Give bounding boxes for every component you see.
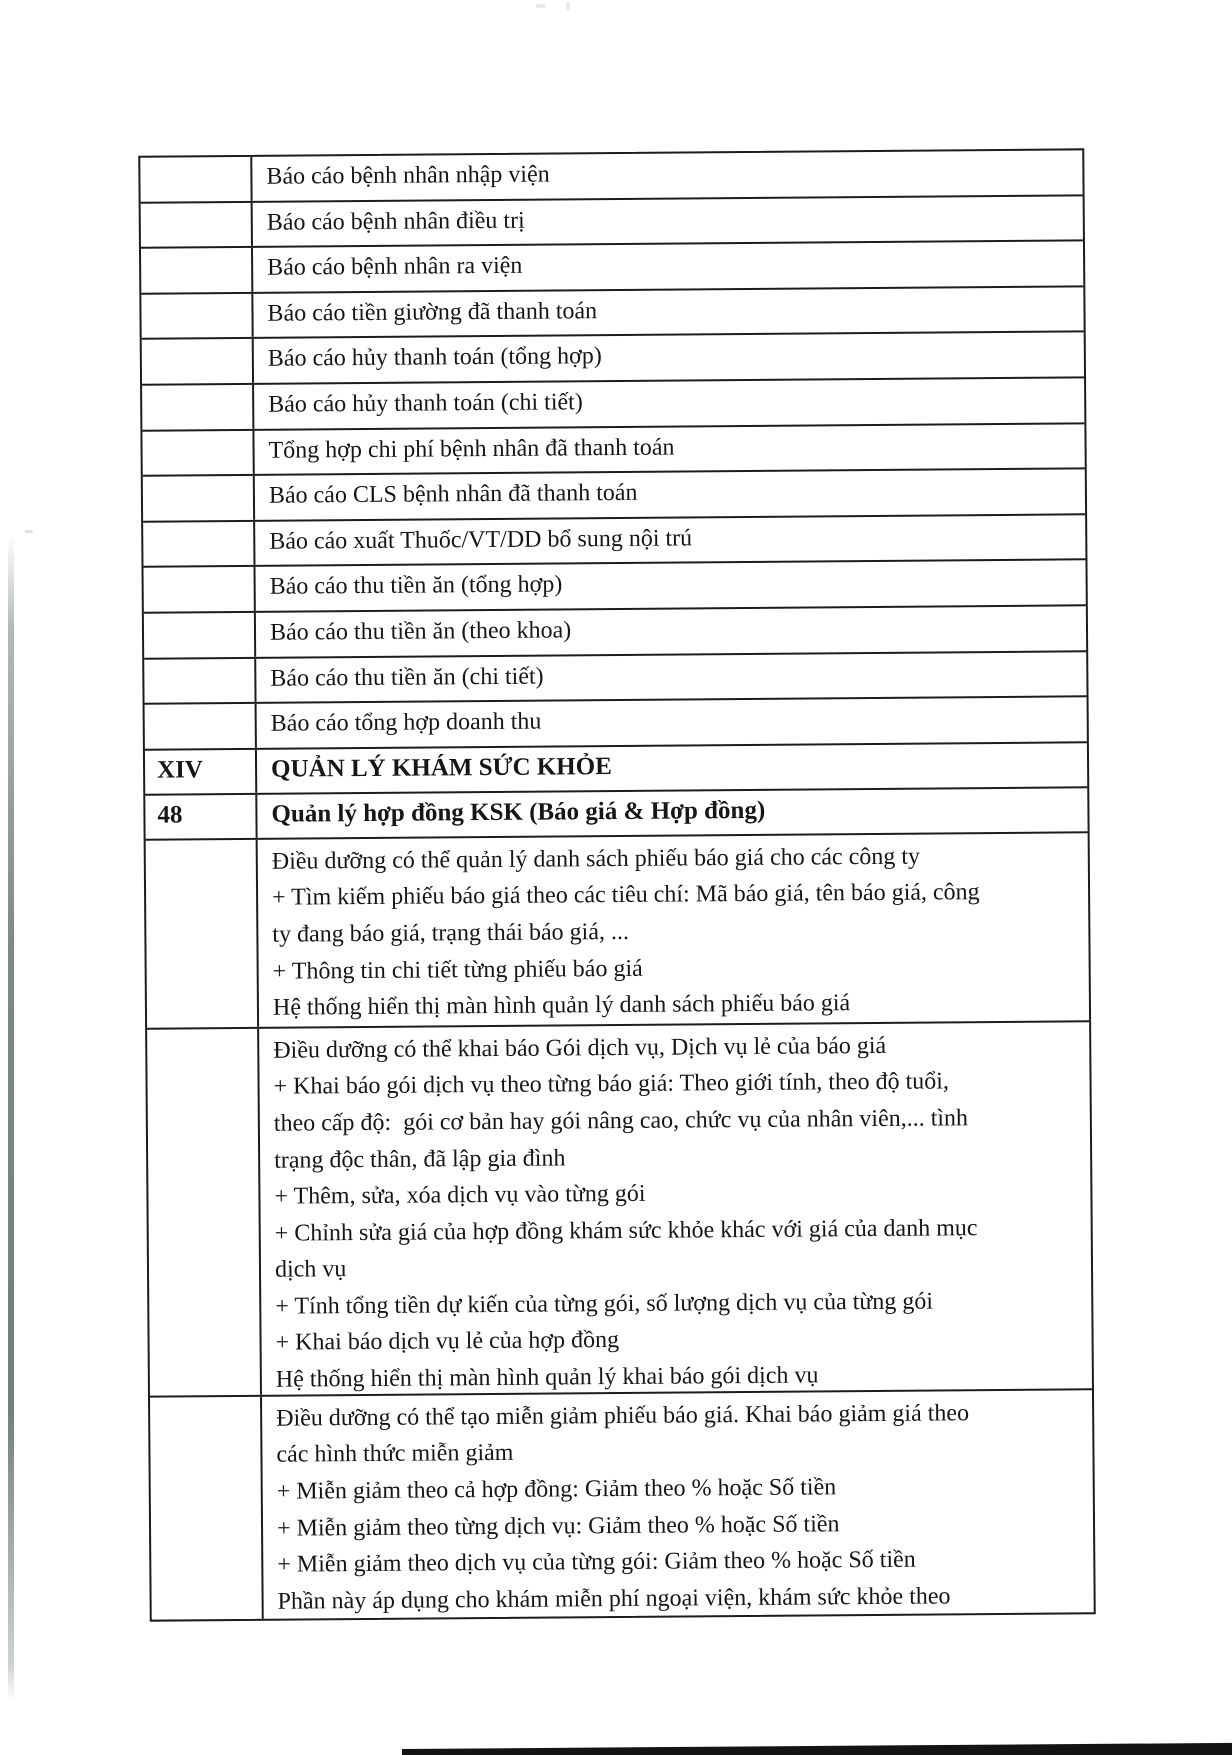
table-row <box>142 424 1084 477</box>
row-number-cell <box>147 1029 262 1396</box>
row-number-cell <box>145 704 257 748</box>
table-row <box>144 606 1086 659</box>
requirements-table <box>138 148 1095 1621</box>
report-name: Báo cáo hủy thanh toán (tổng hợp) <box>267 343 602 373</box>
row-number-cell <box>143 567 255 611</box>
table-row <box>141 242 1083 295</box>
report-name: Báo cáo bệnh nhân ra viện <box>267 252 523 281</box>
item-header-row <box>145 788 1087 840</box>
detail-text: Điều dưỡng có thể tạo miễn giảm phiếu báo giá. Khai báo giảm giá theo các hình thức miễn giảm + Miễn giảm theo cả hợp đồng: Giảm theo % hoặc Số tiền + Miễn giảm theo từng dịch vụ: Giảm theo % hoặc Số tiền + Miễn giảm theo dịch vụ của từng gói: Giảm theo % hoặc Số tiền Phần này áp dụng cho khám miễn phí ngoại viện, khám sức khỏe theo <box>276 1399 970 1615</box>
table-row <box>143 469 1085 522</box>
row-number-cell <box>142 339 254 383</box>
report-name: Báo cáo CLS bệnh nhân đã thanh toán <box>268 479 638 509</box>
table-row <box>145 697 1087 750</box>
report-name: Báo cáo xuất Thuốc/VT/DD bổ sung nội trú <box>269 525 693 555</box>
row-number-cell <box>150 1397 264 1620</box>
report-name: Báo cáo bệnh nhân điều trị <box>266 207 525 236</box>
scan-speck <box>536 4 546 8</box>
section-number: XIV <box>145 750 257 794</box>
report-name: Báo cáo tiền giường đã thanh toán <box>267 297 598 327</box>
row-number-cell <box>141 248 253 292</box>
detail-row <box>150 1390 1094 1619</box>
scan-artifact-bottom-edge <box>402 1743 1232 1755</box>
row-number-cell <box>140 157 252 201</box>
row-number-cell <box>141 202 253 246</box>
row-number-cell <box>142 385 254 429</box>
table-row <box>142 333 1084 386</box>
table-row <box>144 652 1086 705</box>
table-row <box>141 287 1083 340</box>
table-row <box>142 378 1084 431</box>
scan-smudge <box>25 530 33 533</box>
report-name: Báo cáo thu tiền ăn (chi tiết) <box>270 663 544 692</box>
scan-speck <box>566 2 570 11</box>
row-number-cell <box>142 430 254 474</box>
table-row <box>140 150 1082 203</box>
table-row <box>141 196 1083 249</box>
report-name: Báo cáo hủy thanh toán (chi tiết) <box>268 389 583 418</box>
detail-row <box>147 1022 1092 1397</box>
row-number-cell <box>143 522 255 566</box>
section-title: QUẢN LÝ KHÁM SỨC KHỎE <box>270 752 612 783</box>
section-header-row <box>145 743 1087 795</box>
report-name: Báo cáo thu tiền ăn (tổng hợp) <box>269 571 563 601</box>
row-number-cell <box>141 294 253 338</box>
report-name: Báo cáo thu tiền ăn (theo khoa) <box>269 617 572 646</box>
row-number-cell <box>143 476 255 520</box>
item-number: 48 <box>145 795 257 839</box>
report-name: Tổng hợp chi phí bệnh nhân đã thanh toán <box>268 434 675 464</box>
row-number-cell <box>144 658 256 702</box>
scan-edge-shadow <box>8 535 14 1700</box>
report-name: Báo cáo tổng hợp doanh thu <box>270 708 542 737</box>
detail-text: Điều dưỡng có thể quản lý danh sách phiếu báo giá cho các công ty + Tìm kiếm phiếu báo giá theo các tiêu chí: Mã báo giá, tên báo giá, công ty đang báo giá, trạng thái báo giá, ... + Thông tin chi tiết từng phiếu báo giá Hệ thống hiển thị màn hình quản lý danh sách phiếu báo giá <box>271 843 980 1021</box>
detail-text: Điều dưỡng có thể khai báo Gói dịch vụ, Dịch vụ lẻ của báo giá + Khai báo gói dịch vụ theo từng báo giá: Theo giới tính, theo độ tuổi, theo cấp độ: gói cơ bản hay gói nâng cao, chức vụ của nhân viên,... tình trạng độc thân, đã lập gia đình + Thêm, sửa, xóa dịch vụ vào từng gói + Chỉnh sửa giá của hợp đồng khám sức khỏe khác với giá của danh mục dịch vụ + Tính tổng tiền dự kiến của từng gói, số lượng dịch vụ của từng gói + Khai báo dịch vụ lẻ của hợp đồng Hệ thống hiển thị màn hình quản lý khai báo gói dịch vụ <box>273 1032 978 1393</box>
item-title: Quản lý hợp đồng KSK (Báo giá & Hợp đồng) <box>271 796 766 828</box>
report-name: Báo cáo bệnh nhân nhập viện <box>266 161 550 190</box>
row-number-cell <box>144 613 256 657</box>
table-row <box>143 515 1085 568</box>
row-number-cell <box>146 840 259 1028</box>
table-row <box>143 561 1085 614</box>
detail-row <box>146 833 1089 1029</box>
